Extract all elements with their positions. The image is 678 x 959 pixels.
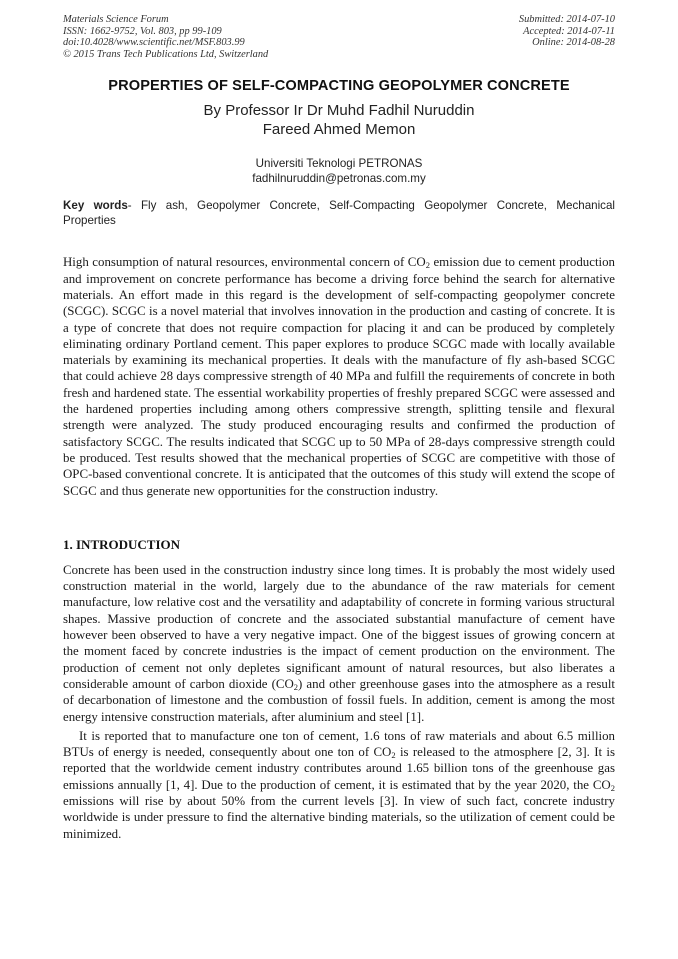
paper-page <box>63 14 615 842</box>
institution: Universiti Teknologi PETRONAS <box>255 157 423 171</box>
online-date: Online: 2014-08-28 <box>532 37 615 49</box>
abstract <box>63 254 615 498</box>
journal-info <box>63 14 268 60</box>
intro-paragraph-2 <box>63 728 615 842</box>
subscript: 2 <box>610 782 615 793</box>
paper-title: PROPERTIES OF SELF-COMPACTING GEOPOLYMER CONCRETE <box>108 78 570 95</box>
paragraph-text: Concrete has been used in the construction industry since long times. It is probably the most widely used construction material in the world, largely due to the abundance of the raw materials for cement manufacture, low relative cost and the versatility and adaptability of concrete in forming various structural shapes. Massive production of concrete and the associated substantial manufacture of cement have however been observed to have a very negative impact. One of the biggest issues of growing concern at the moment faced by concrete industries is the impact of cement production on the environment. The production of cement not only depletes significant amount of natural resources, but also liberates a considerable amount of carbon dioxide (CO <box>63 562 615 691</box>
keywords <box>63 198 615 228</box>
author-email: fadhilnuruddin@petronas.com.my <box>252 172 426 186</box>
abstract-text-2: emission due to cement production and improvement on concrete performance has become a driving force behind the search for alternative materials. An effort made in this regard is the development of self-compacting geopolymer concrete (SCGC). SCGC is a novel material that involves innovation in the production and casting of concrete. It is a type of concrete that does not require compaction for placing it and can be produced by completely eliminating ordinary Portland cement. This paper explores to produce SCGC made with locally available materials by examining its mechanical properties. It deals with the manufacture of fly ash-based SCGC that could achieve 28 days compressive strength of 40 MPa and fulfill the requirements of concrete in both fresh and hardened state. The essential workability properties of freshly prepared SCGC were assessed and the hardened properties including among others compressive strength, splitting tensile and flexural strength were analyzed. The study produced encouraging results and confirmed the production of satisfactory SCGC. The results indicated that SCGC up to 50 MPa of 28-days compressive strength could be produced. Test results showed that the mechanical properties of SCGC are competitive with those of OPC-based conventional concrete. It is anticipated that the outcomes of this study will extend the scope of SCGC and thus generate new opportunities for the construction industry. <box>63 255 615 498</box>
abstract-text-1: High consumption of natural resources, environmental concern of CO <box>63 255 426 270</box>
author-list <box>63 101 615 139</box>
intro-paragraph-1 <box>63 562 615 725</box>
copyright-line: © 2015 Trans Tech Publications Ltd, Switzerland <box>63 48 269 60</box>
accepted-date: Accepted: 2014-07-11 <box>523 25 615 37</box>
issn-line: ISSN: 1662-9752, Vol. 803, pp 99-109 <box>63 25 222 37</box>
section-heading-introduction: 1. INTRODUCTION <box>63 536 181 552</box>
keywords-text: - Fly ash, Geopolymer Concrete, Self-Compacting Geopolymer Concrete, Mechanical Properties <box>63 199 615 228</box>
publication-header <box>63 14 615 60</box>
subscript: 2 <box>293 681 299 692</box>
paragraph-text: It is reported that to manufacture one ton of cement, 1.6 tons of raw materials and about 6.5 million BTUs of energy is needed, consequently about one ton of CO <box>63 728 615 760</box>
paragraph-text: ) and other greenhouse gases into the atmosphere as a result of decarbonation of limestone and the combustion of fossil fuels. In addition, cement is among the most energy intensive construction materials, after aluminium and steel [1]. <box>63 676 615 724</box>
submitted-date: Submitted: 2014-07-10 <box>518 14 615 25</box>
subscript: 2 <box>425 260 430 271</box>
paragraph-text: emissions will rise by about 50% from the current levels [3]. In view of such fact, concrete industry worldwide is under pressure to find the alternative binding materials, so the utilization of cement could be minimized. <box>63 793 615 841</box>
dates-info <box>519 14 615 60</box>
author-1: By Professor Ir Dr Muhd Fadhil Nuruddin <box>203 102 475 120</box>
subscript: 2 <box>391 750 396 761</box>
author-2: Fareed Ahmed Memon <box>262 121 416 139</box>
keywords-label: Key words <box>63 199 128 213</box>
paragraph-text: is released to the atmosphere [2, 3]. It is reported that the worldwide cement industry contributes around 1.65 billion tons of the greenhouse gas emissions annually [1, 4]. Due to the production of cement, it is estimated that by the year 2020, the CO <box>63 745 615 792</box>
journal-name: Materials Science Forum <box>63 14 169 25</box>
doi-line: doi:10.4028/www.scientific.net/MSF.803.99 <box>63 37 245 49</box>
affiliation <box>63 156 615 186</box>
